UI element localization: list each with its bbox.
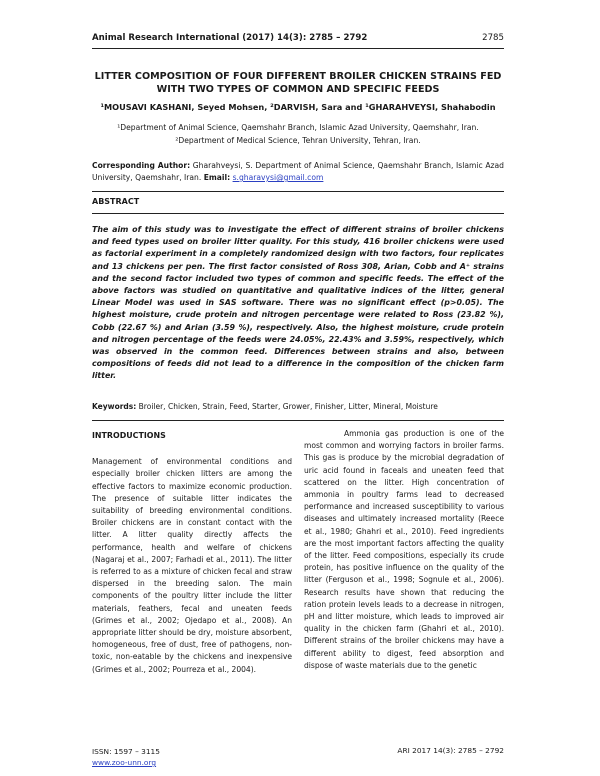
keywords-rule [92, 420, 504, 421]
affiliation-1: ¹Department of Animal Science, Qaemshahr Branch, Islamic Azad University, Qaemshahr, Iran. [117, 123, 479, 132]
section-heading-introduction: INTRODUCTIONS [92, 431, 166, 440]
email-link[interactable]: s.gharavysi@gmail.com [232, 173, 324, 182]
keywords-label: Keywords: [92, 402, 137, 411]
intro-paragraph-2: Ammonia gas production is one of the most common and worrying factors in broiler farms. This gas is produce by the microbial degradation of uric acid found in faceals and uneaten feed that scattered on the litter. High concentration of ammonia in poultry farms lead to decreased performance and increased susceptibility to various diseases and ultimately increased mortality (Reece et al., 1980; Ghahri et al., 2010). Feed ingredients are the most important factors affecting the quality of the litter. Feed compositions, especially its crude protein, has positive influence on the quality of the litter (Ferguson et al., 1998; Sognule et al., 2006). Research results have shown that reducing the ration protein levels leads to a decrease in nitrogen, pH and litter moisture, which leads to improved air quality in the chicken farm (Ghahri et al., 2010). Different strains of the broiler chickens may have a different ability to digest, feed absorption and dispose of waste materials due to the genetic [304, 429, 504, 670]
corresponding-author [92, 160, 504, 184]
left-column [92, 428, 292, 676]
intro-paragraph-1: Management of environmental conditions and especially broiler chicken litters are among the effective factors to maximize economic production. The presence of suitable litter indicates the suitability of breeding environmental conditions. Broiler chickens are in constant contact with the litter. A litter quality directly affects the performance, health and welfare of chickens (Nagaraj et al., 2007; Farhadi et al., 2011). The litter is referred to as a mixture of chicken fecal and straw dispersed in the breeding salon. The main components of the poultry litter include the litter materials, feathers, fecal and uneaten feeds (Grimes et al., 2002; Ojedapo et al., 2008). An appropriate litter should be dry, moisture absorbent, homogeneous, free of dust, free of pathogens, non-toxic, non-eatable by the chickens and inexpensive (Grimes et al., 2002; Pourreza et al., 2004). [92, 457, 292, 674]
abstract-top-rule [92, 191, 504, 192]
abstract-heading: ABSTRACT [92, 197, 140, 206]
footer-left [92, 746, 160, 768]
affiliation-2: ²Department of Medical Science, Tehran University, Tehran, Iran. [175, 136, 421, 145]
abstract-text: The aim of this study was to investigate the effect of different strains of broiler chickens and feed types used on broiler litter quality. For this study, 416 broiler chickens were used as factorial experiment in a completely randomized design with two factors, four replicates and 13 chickens per pen. The first factor consisted of Ross 308, Arian, Cobb and A⁺ strains and the second factor included two types of common and specific feeds. The effect of the above factors was studied on quantitative and qualitative indices of the litter, general Linear Model was used in SAS software. There was no significant effect (p>0.05). The highest moisture, crude protein and nitrogen percentage were related to Ross (23.82 %), Cobb (22.67 %) and Arian (3.59 %), respectively. Also, the highest moisture, crude protein and nitrogen percentage of the feeds were 24.05%, 22.43% and 3.59%, respectively, which was observed in the common feed. Differences between strains and also, between compositions of feeds did not lead to a difference in the composition of the chicken farm litter. [92, 225, 504, 381]
corresponding-text: Gharahveysi, S. Department of Animal Science, Qaemshahr Branch, Islamic Azad University, Qaemshahr, Iran. [92, 161, 504, 182]
issn: ISSN: 1597 – 3115 [92, 747, 160, 756]
abstract-heading-rule [92, 213, 504, 214]
website-link[interactable]: www.zoo-unn.org [92, 758, 157, 767]
keywords [92, 402, 504, 411]
footer-citation: ARI 2017 14(3): 2785 – 2792 [397, 746, 504, 755]
journal-citation: Animal Research International (2017) 14(3): 2785 – 2792 [92, 33, 368, 43]
paper-title: LITTER COMPOSITION OF FOUR DIFFERENT BROILER CHICKEN STRAINS FED WITH TWO TYPES OF COMMON AND SPECIFIC FEEDS [94, 71, 502, 95]
right-column [304, 428, 504, 672]
author-list: ¹MOUSAVI KASHANI, Seyed Mohsen, ²DARVISH, Sara and ¹GHARAHVEYSI, Shahabodin [100, 102, 496, 112]
header-rule [92, 48, 504, 49]
running-header [92, 33, 504, 47]
corresponding-label: Corresponding Author: [92, 161, 191, 170]
keywords-text: Broiler, Chicken, Strain, Feed, Starter, Grower, Finisher, Litter, Mineral, Moisture [136, 402, 438, 411]
page-number: 2785 [482, 33, 504, 43]
email-label: Email: [203, 173, 231, 182]
